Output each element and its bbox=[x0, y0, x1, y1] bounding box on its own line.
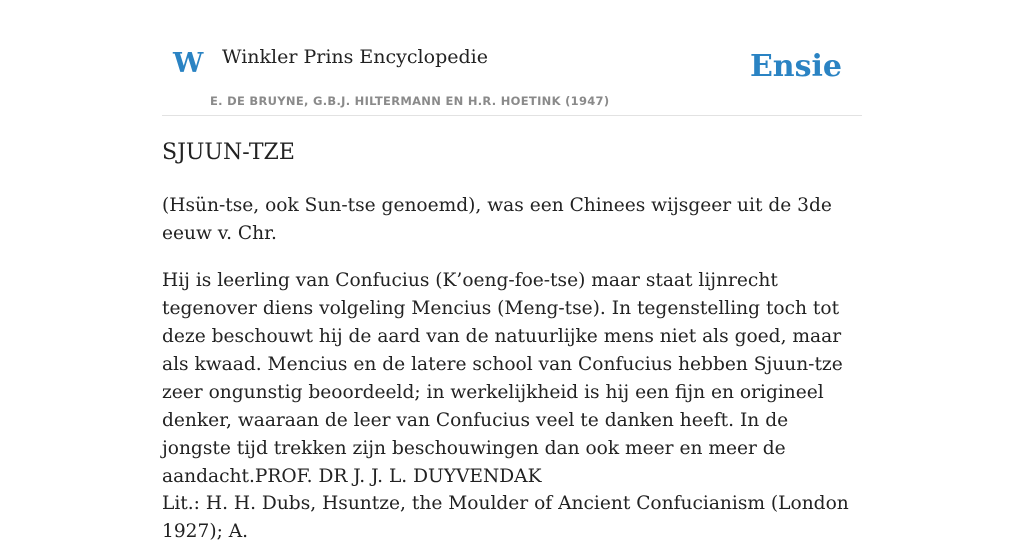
site-title[interactable]: Winkler Prins Encyclopedie bbox=[222, 46, 488, 68]
article-paragraph: Hij is leerling van Confucius (K’oeng-foe-tse) maar staat lijnrecht tegenover diens volgeling Mencius (Meng-tse). In tegenstelling toch tot deze beschouwt hij de aard van de natuurlijke mens niet als goed, maar als kwaad. Mencius en de latere school van Confucius hebben Sjuun-tze zeer ongunstig beoordeeld; in werkelijkheid is hij een fijn en origineel denker, waaraan de leer van Confucius veel te danken heeft. In de jongste tijd trekken zijn beschouwingen dan ook meer en meer de aandacht.PROF. DR J. J. L. DUYVENDAK bbox=[162, 270, 843, 487]
ensie-brand-logo[interactable]: Ensie bbox=[749, 49, 842, 84]
content-container bbox=[162, 0, 862, 542]
article-title: SJUUN-TZE bbox=[162, 140, 295, 165]
site-header bbox=[162, 0, 862, 116]
site-subtitle: E. DE BRUYNE, G.B.J. HILTERMANN EN H.R. HOETINK (1947) bbox=[210, 94, 610, 108]
winkler-prins-logo[interactable]: W bbox=[173, 48, 204, 79]
literature-paragraph: Lit.: H. H. Dubs, Hsuntze, the Moulder of Ancient Confucianism (London 1927); A. bbox=[162, 493, 849, 542]
article-paragraph: (Hsün-tse, ook Sun-tse genoemd), was een Chinees wijsgeer uit de 3de eeuw v. Chr. bbox=[162, 195, 832, 244]
